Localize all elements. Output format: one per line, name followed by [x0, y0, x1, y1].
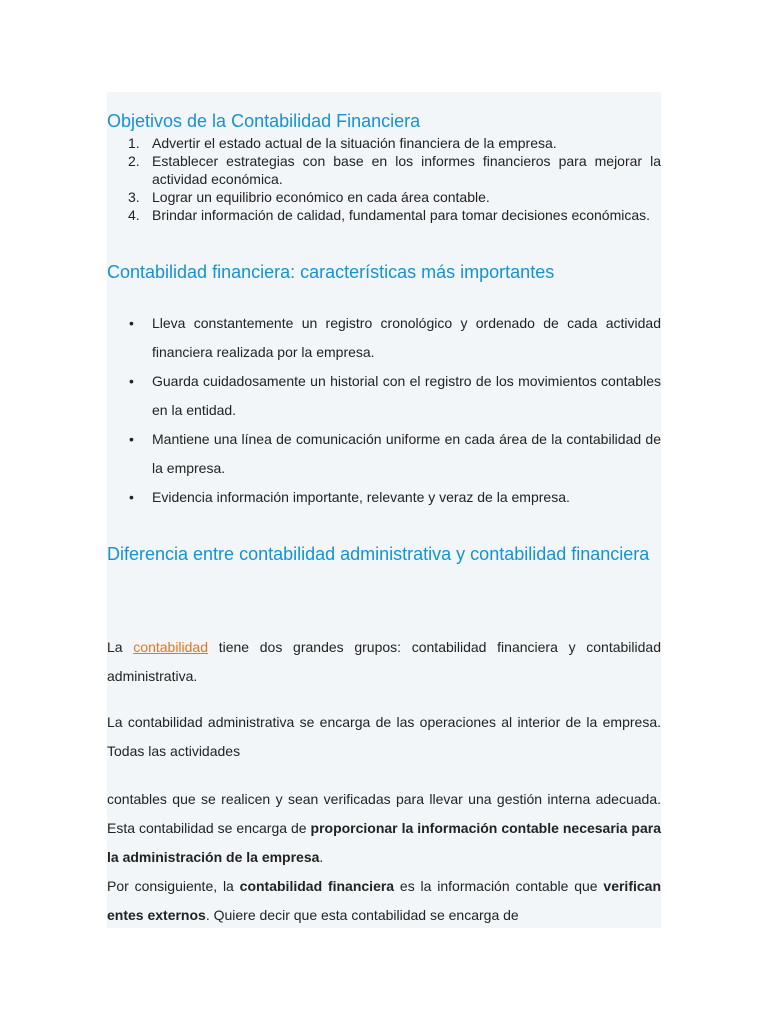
bold-text: verifican entes externos: [107, 878, 661, 923]
item-text: Mantiene una línea de comunicación uniforme en cada área de la contabilidad de la empresa.: [152, 431, 661, 476]
list-item: [107, 206, 661, 224]
text: . Quiere decir que esta contabilidad se encarga de: [205, 907, 519, 923]
item-text: Lograr un equilibrio económico en cada área contable.: [152, 189, 490, 205]
text: es la información contable que: [394, 878, 604, 894]
heading-objectives: Objetivos de la Contabilidad Financiera: [107, 111, 421, 131]
paragraph-administrativa: La contabilidad administrativa se encarga de las operaciones al interior de la empresa. Todas las actividades: [107, 714, 661, 759]
item-text: Evidencia información importante, relevante y veraz de la empresa.: [152, 489, 570, 505]
item-text: Guarda cuidadosamente un historial con el registro de los movimientos contables en la entidad.: [152, 373, 661, 418]
list-item: [107, 152, 661, 188]
bold-text: proporcionar la información contable necesaria para la administración de la empresa: [107, 820, 661, 865]
text: tiene dos grandes grupos: contabilidad financiera y contabilidad administrativa.: [107, 639, 661, 684]
list-item: [107, 309, 661, 367]
paragraph-intro: [107, 633, 661, 691]
contabilidad-link[interactable]: contabilidad: [133, 639, 209, 655]
characteristics-list: [107, 309, 661, 512]
list-item: [107, 188, 661, 206]
text: La: [107, 639, 134, 655]
list-item: [107, 367, 661, 425]
item-text: Establecer estrategias con base en los informes financieros para mejorar la actividad económica.: [152, 153, 661, 187]
item-number: 3.: [128, 189, 140, 205]
item-number: 4.: [128, 207, 140, 223]
item-number: 1.: [128, 135, 140, 151]
item-text: Advertir el estado actual de la situación financiera de la empresa.: [152, 135, 557, 151]
text: .: [319, 849, 324, 865]
item-number: 2.: [128, 153, 140, 169]
text: Por consiguiente, la: [107, 878, 240, 894]
heading-difference: Diferencia entre contabilidad administrativa y contabilidad financiera: [107, 544, 650, 564]
bullet-icon: •: [129, 489, 134, 505]
bold-text: contabilidad financiera: [239, 878, 395, 894]
list-item: [107, 483, 661, 512]
objectives-list: [107, 134, 661, 224]
item-text: Brindar información de calidad, fundamental para tomar decisiones económicas.: [152, 207, 651, 223]
list-item: [107, 134, 661, 152]
item-text: Lleva constantemente un registro cronológico y ordenado de cada actividad financiera realizada por la empresa.: [152, 315, 661, 360]
document-page: [107, 92, 661, 928]
bullet-icon: •: [129, 431, 134, 447]
text: contables que se realicen y sean verificadas para llevar una gestión interna adecuada. Esta contabilidad se encarga de: [107, 791, 661, 836]
bullet-icon: •: [129, 315, 134, 331]
paragraph-comparison: [107, 785, 661, 930]
bullet-icon: •: [129, 373, 134, 389]
heading-characteristics: Contabilidad financiera: características más importantes: [107, 262, 555, 282]
list-item: [107, 425, 661, 483]
